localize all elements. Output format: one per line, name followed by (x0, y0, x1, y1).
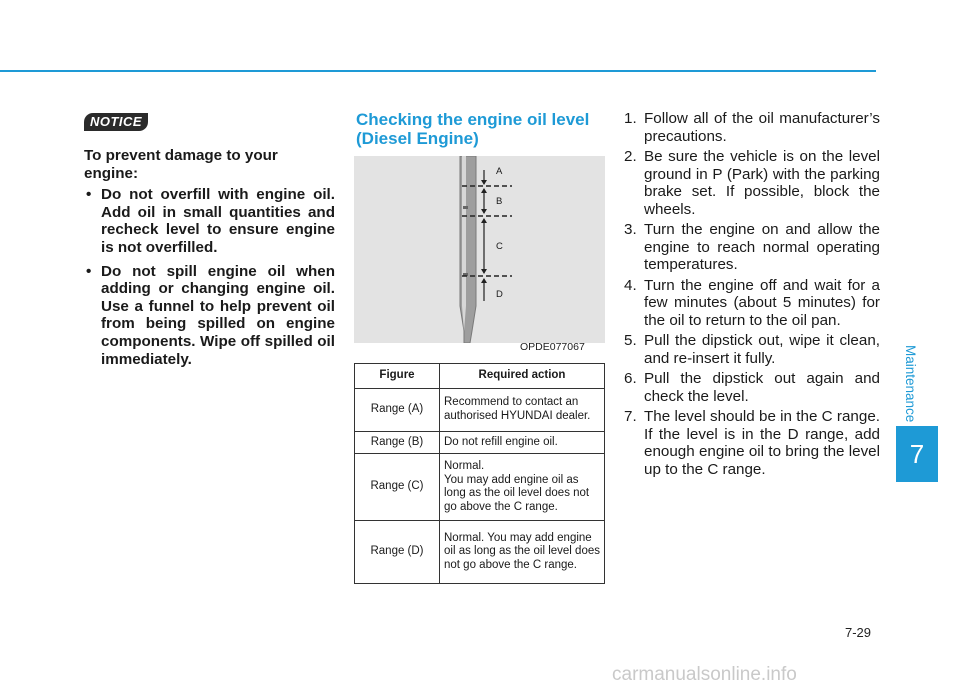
table-cell-action (440, 454, 605, 521)
range-label-c: C (496, 241, 503, 252)
table-cell-action: Recommend to contact an authorised HYUNDAI dealer. (440, 388, 605, 431)
table-row (355, 431, 605, 454)
page-number: 7-29 (845, 625, 872, 640)
table-row (355, 388, 605, 431)
table-cell-action-line1: Normal. (444, 460, 485, 472)
chapter-side-label: Maintenance (903, 345, 918, 423)
notice-bullet: • Do not overfill with engine oil. Add oil in small quantities and recheck level to ensure engine is not overfilled. (84, 186, 335, 256)
dipstick-illustration (354, 156, 605, 343)
step-text: Follow all of the oil manufacturer’s precautions. (644, 110, 880, 145)
watermark: carmanualsonline.info (612, 664, 797, 685)
step-number: 1. (624, 110, 637, 127)
table-header-action: Required action (440, 364, 605, 389)
step-item (624, 277, 880, 330)
step-item (624, 221, 880, 274)
step-number: 2. (624, 148, 637, 165)
step-number: 3. (624, 221, 637, 238)
step-item (624, 110, 880, 145)
table-cell-action: Do not refill engine oil. (440, 431, 605, 454)
table-row (355, 454, 605, 521)
notice-badge: NOTICE (84, 113, 148, 131)
table-cell-figure: Range (A) (355, 388, 440, 431)
header-rule (0, 70, 876, 72)
step-text: Turn the engine off and wait for a few minutes (about 5 minutes) for the oil to return to the oil pan. (644, 276, 880, 329)
section-title-line1: Checking the engine oil level (356, 110, 590, 129)
oil-level-action-table (354, 363, 605, 584)
table-header-figure: Figure (355, 364, 440, 389)
step-item (624, 408, 880, 478)
step-number: 5. (624, 332, 637, 349)
table-cell-action-line2: You may add engine oil as long as the oil level does not go above the C range. (444, 473, 590, 513)
chapter-number-tab: 7 (896, 426, 938, 482)
table-row (355, 521, 605, 584)
notice-bullet-list (84, 186, 335, 368)
step-item (624, 332, 880, 367)
step-text: Pull the dipstick out, wipe it clean, and re-insert it fully. (644, 332, 880, 367)
step-number: 7. (624, 408, 637, 425)
notice-bullet: • Do not spill engine oil when adding or changing engine oil. Use a funnel to help prevent oil from being spilled on engine components. Wipe off spilled oil immediately. (84, 263, 335, 369)
step-item (624, 148, 880, 218)
dipstick-figure (354, 156, 605, 343)
table-cell-action: Normal. You may add engine oil as long as the oil level does not go above the C range. (440, 521, 605, 584)
step-number: 4. (624, 276, 637, 294)
table-cell-figure: Range (C) (355, 454, 440, 521)
range-label-a: A (496, 166, 503, 177)
step-item (624, 370, 880, 405)
step-text: The level should be in the C range. If the level is in the D range, add enough engine oil to bring the level up to the C range. (644, 408, 880, 478)
step-text: Pull the dipstick out again and check the level. (644, 370, 880, 405)
table-header-row (355, 364, 605, 389)
range-label-b: B (496, 196, 503, 207)
table-cell-figure: Range (D) (355, 521, 440, 584)
figure-code: OPDE077067 (520, 341, 585, 353)
notice-lead: To prevent damage to your engine: (84, 147, 278, 182)
step-text: Turn the engine on and allow the engine to reach normal operating temperatures. (644, 221, 880, 273)
notice-content (84, 147, 335, 374)
step-text: Be sure the vehicle is on the level ground in P (Park) with the parking brake set. If possible, block the wheels. (644, 148, 880, 218)
range-label-d: D (496, 289, 503, 300)
procedure-steps (624, 110, 880, 481)
table-cell-figure: Range (B) (355, 431, 440, 454)
step-number: 6. (624, 370, 637, 387)
steps-list (624, 110, 880, 478)
section-title (356, 110, 606, 148)
section-title-line2: (Diesel Engine) (356, 129, 479, 148)
